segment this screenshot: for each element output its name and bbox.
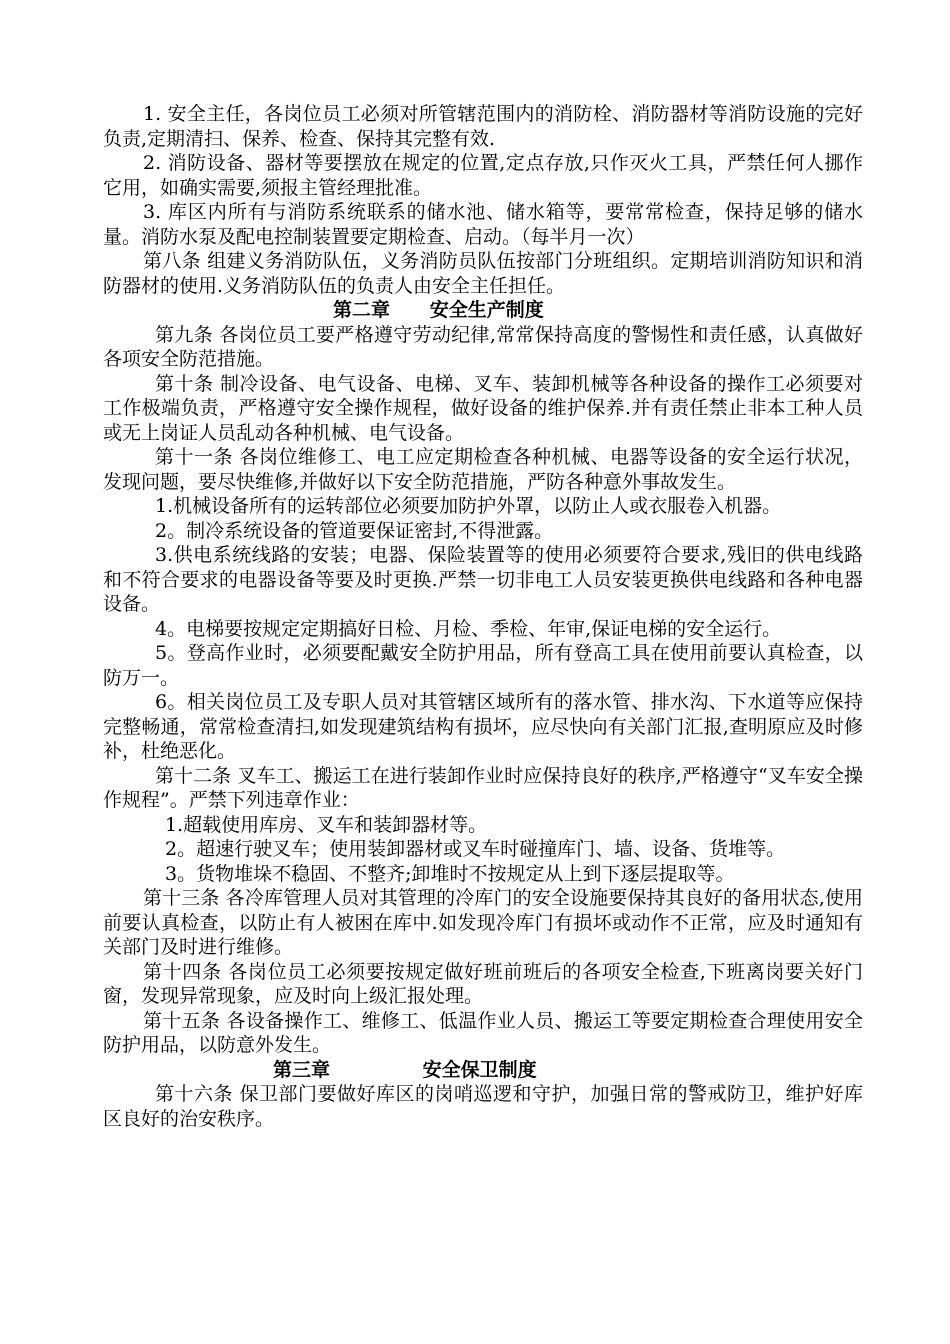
- list-item: 1.超载使用库房、叉车和装卸器材等。: [165, 813, 488, 836]
- list-item: 3。货物堆垛不稳固、不整齐;卸堆时不按规定从上到下逐层提取等。: [165, 862, 735, 885]
- paragraph: 3. 库区内所有与消防系统联系的储水池、储水箱等，要常常检查，保持足够的储水量。消防水泵及配电控制装置要定期检查、启动。（每半月一次）: [103, 201, 863, 248]
- chapter-3-heading: 第三章 安全保卫制度: [273, 1058, 537, 1081]
- list-item: 2。超速行驶叉车；使用装卸器材或叉车时碰撞库门、墙、设备、货堆等。: [165, 838, 786, 860]
- article-10: 第十条 制冷设备、电气设备、电梯、叉车、装卸机械等各种设备的操作工必须要对工作极端负责，严格遵守安全操作规程，做好设备的维护保养.并有责任禁止非本工种人员或无上岗证人员乱动各种机械、电气设备。: [103, 372, 863, 444]
- list-item: 6。相关岗位员工及专职人员对其管辖区域所有的落水管、排水沟、下水道等应保持完整畅通，常常检查清扫,如发现建筑结构有损坏，应尽快向有关部门汇报,查明原应及时修补，杜绝恶化。: [103, 691, 863, 762]
- article-11: 第十一条 各岗位维修工、电工应定期检查各种机械、电器等设备的安全运行状况，发现问题，要尽快维修,并做好以下安全防范措施，严防各种意外事故发生。: [103, 446, 863, 493]
- list-item: 3.供电系统线路的安装；电器、保险装置等的使用必须要符合要求,残旧的供电线路和不符合要求的电器设备等要及时更换.严禁一切非电工人员安装更换供电线路和各种电器设备。: [103, 544, 863, 615]
- chapter-2-heading: 第二章 安全生产制度: [333, 299, 544, 321]
- list-item: 2。制冷系统设备的管道要保证密封,不得泄露。: [155, 519, 554, 542]
- article-12: 第十二条 叉车工、搬运工在进行装卸作业时应保持良好的秩序,严格遵守“叉车安全操作规程”。严禁下列违章作业：: [103, 764, 863, 811]
- list-item: 5。登高作业时，必须要配戴安全防护用品，所有登高工具在使用前要认真检查，以防万一。: [103, 642, 863, 689]
- list-item: 1.机械设备所有的运转部位必须要加防护外罩，以防止人或衣服卷入机器。: [155, 495, 782, 517]
- article-14: 第十四条 各岗位员工必须要按规定做好班前班后的各项安全检查,下班离岗要关好门窗，发现异常现象，应及时向上级汇报处理。: [103, 960, 863, 1007]
- article-8: 第八条 组建义务消防队伍，义务消防员队伍按部门分班组织。定期培训消防知识和消防器材的使用.义务消防队伍的负责人由安全主任担任。: [103, 250, 863, 297]
- list-item: 4。电梯要按规定定期搞好日检、月检、季检、年审,保证电梯的安全运行。: [155, 617, 782, 640]
- document-page: [103, 102, 863, 1131]
- article-15: 第十五条 各设备操作工、维修工、低温作业人员、搬运工等要定期检查合理使用安全防护用品，以防意外发生。: [103, 1009, 863, 1056]
- article-13: 第十三条 各冷库管理人员对其管理的冷库门的安全设施要保持其良好的备用状态,使用前要认真检查，以防止有人被困在库中.如发现冷库门有损坏或动作不正常，应及时通知有关部门及时进行维修。: [103, 887, 863, 958]
- article-9: 第九条 各岗位员工要严格遵守劳动纪律,常常保持高度的警惕性和责任感，认真做好各项安全防范措施。: [103, 323, 863, 370]
- paragraph: 2. 消防设备、器材等要摆放在规定的位置,定点存放,只作灭火工具，严禁任何人挪作它用，如确实需要,须报主管经理批准。: [103, 152, 863, 199]
- article-16: 第十六条 保卫部门要做好库区的岗哨巡逻和守护，加强日常的警戒防卫，维护好库区良好的治安秩序。: [103, 1083, 863, 1130]
- paragraph: 1. 安全主任，各岗位员工必须对所管辖范围内的消防栓、消防器材等消防设施的完好负责,定期清扫、保养、检查、保持其完整有效.: [103, 103, 863, 150]
